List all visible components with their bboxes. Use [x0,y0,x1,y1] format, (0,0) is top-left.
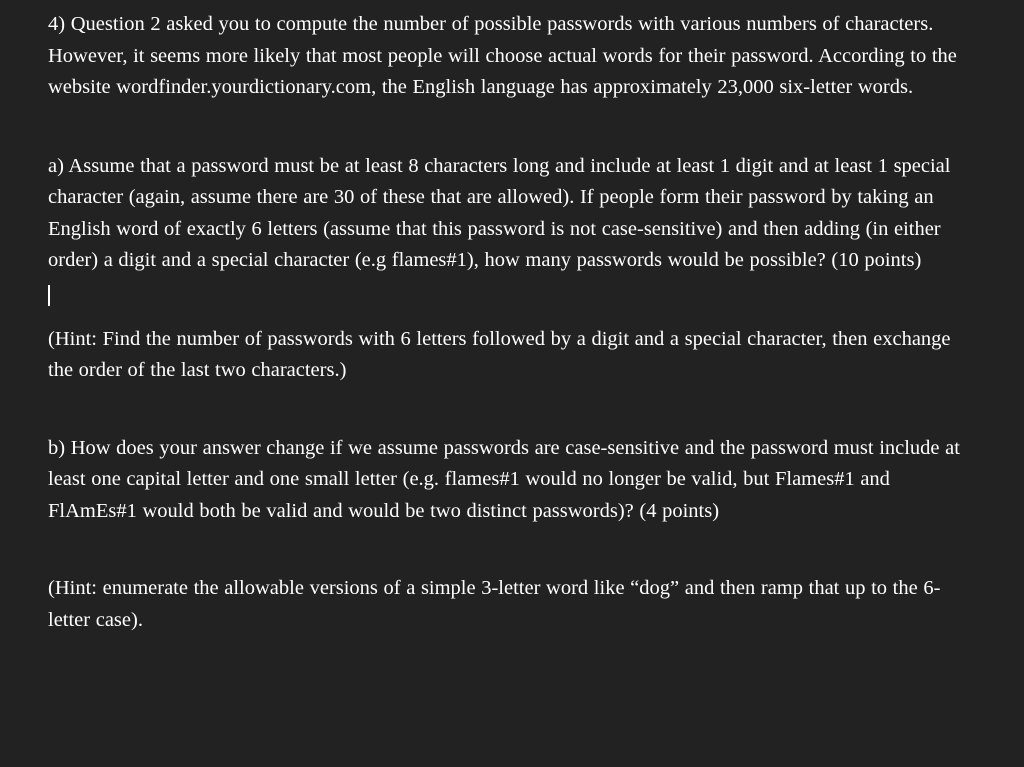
text-cursor [48,285,50,306]
part-a-text: a) Assume that a password must be at least 8 characters long and include at least 1 digit and at least 1 special character (again, assume there are 30 of these that are allowed). If people form their password by taking an English word of exactly 6 letters (assume that this password is not case-sensitive) and then adding (in either order) a digit and a special character (e.g flames#1), how many passwords would be possible? (10 points) [48,154,951,271]
spacer [48,387,978,433]
question-intro: 4) Question 2 asked you to compute the number of possible passwords with various numbers of characters. However, it seems more likely that most people will choose actual words for their password. According to the website wordfinder.yourdictionary.com, the English language has approximately 23,000 six-letter words. [48,13,957,98]
part-b-hint: (Hint: enumerate the allowable versions of a simple 3-letter word like “dog” and then ramp that up to the 6-letter case). [48,577,941,631]
part-b-text: b) How does your answer change if we assume passwords are case-sensitive and the password must include at least one capital letter and one small letter (e.g. flames#1 would no longer be valid, but Flames#1 and FlAmEs#1 would both be valid and would be two distinct passwords)? (4 points) [48,436,960,522]
spacer [48,310,978,324]
spacer [48,527,978,573]
part-a-hint: (Hint: Find the number of passwords with 6 letters followed by a digit and a special character, then exchange the order of the last two characters.) [48,327,951,381]
question-document [48,9,978,636]
spacer [48,104,978,151]
answer-input-line[interactable] [48,277,978,310]
